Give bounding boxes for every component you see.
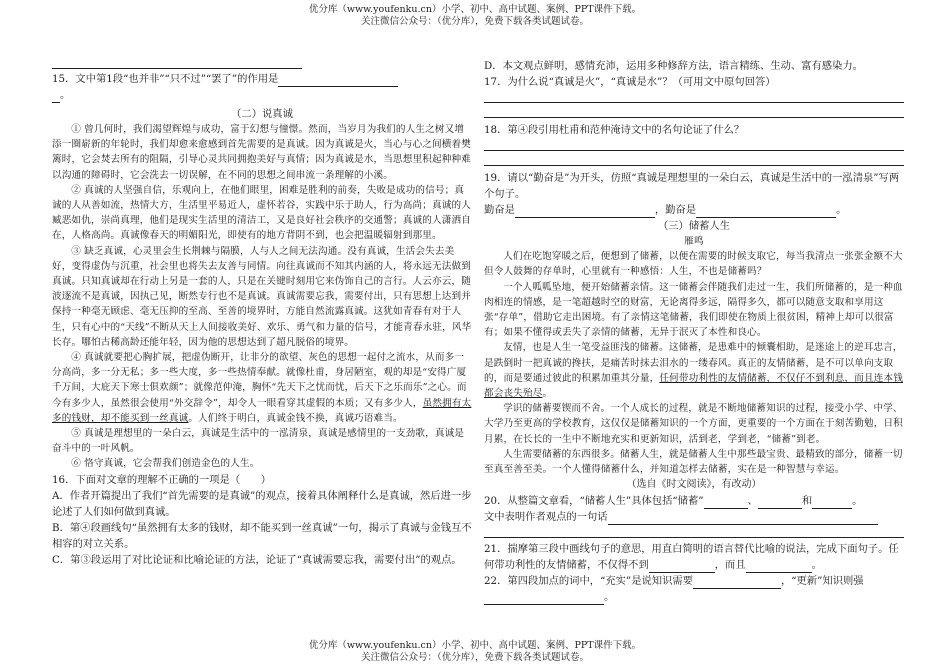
r-paragraph-1: 人们在吃饱穿暖之后，便想到了储蓄，以便在需要的时候支取它，每当我清点一张张金额不大但令人鼓舞的存单时，心里就有一种感悟：人生，不也是储蓄吗？ bbox=[484, 251, 903, 278]
answer-line bbox=[484, 153, 904, 166]
question-22: 22．第四段加点的词中，“充实”是说知识需要 ，“更新”知识则强。 bbox=[484, 575, 864, 604]
answer-blank bbox=[649, 561, 715, 573]
answer-blank bbox=[812, 497, 852, 509]
section-title-3: （三）储蓄人生 bbox=[657, 220, 731, 232]
left-column bbox=[52, 58, 472, 568]
answer-blank bbox=[746, 561, 812, 573]
r-paragraph-5: 人生需要储蓄的东西很多。储蓄人生，就是储蓄人生中那些最宝贵、最精致的部分，储蓄一切至真至善至美。一个人懂得储蓄什么，并知道怎样去储蓄，实在是一种智慧与幸运。 bbox=[484, 448, 903, 476]
answer-blank bbox=[693, 577, 781, 589]
answer-line bbox=[484, 525, 904, 538]
paragraph-3: ③ 缺乏真诚，心灵里会生长荆棘与隔膜，人与人之间无法沟通。没有真诚，生活会失去美好，变得虚伪与沉重，社会里也将失去友善与同情。向往真诚而不知其内涵的人，将永远无法做到真诚。只知真诚却在行动上另是一套的人，只是在关键时刻用它来伪饰自己的言行。人云亦云，随波逐流不是真诚，因执己见，断然专行也不是真诚。真诚需要忘我，需要付出，只有思想上达到并保持一种毫无顾虑、毫无压抑的至高、至善的境界时，方能自然流露真诚。这犹如青春有对于人生，只有心中的“天线”不断从天上人间接收美好、欢乐、勇气和力量的信号，才能青春永驻，风华长存。哪怕古稀高龄还能年轻，因为他的思想达到了超凡脱俗的境界。 bbox=[52, 245, 472, 348]
answer-line bbox=[484, 90, 904, 103]
answer-blank bbox=[758, 497, 802, 509]
answer-blank bbox=[515, 206, 655, 218]
answer-blank bbox=[484, 593, 604, 605]
question-15: 15．文中第1段“也并非”“只不过”“罢了”的作用是 bbox=[52, 71, 472, 87]
right-column bbox=[484, 58, 904, 605]
question-17: 17．为什么说“真诚是火”，“真诚是水”？（可用文中原句回答） bbox=[484, 76, 776, 88]
r-paragraph-3: 友情，也是人生一笔受益匪浅的储蓄。这储蓄，是患难中的倾囊相助，是迷途上的逆耳忠言，是跌倒时一把真诚的搀扶，是痛苦时抹去泪水的一缕春风。真正的友情储蓄，是不可以单向支取的，而是要通过彼此的积累加重其分量，任何带功利性的友情储蓄，不仅仔不到利息，而且连本钱都会丧失殆尽。 bbox=[484, 342, 903, 400]
header-line-1: 优分库（www.youfenku.cn）小学、初中、高中试题、案例、PPT课件下载。 bbox=[308, 4, 642, 15]
answer-blank bbox=[608, 513, 878, 525]
footer-line-1: 优分库（www.youfenku.cn）小学、初中、高中试题、案例、PPT课件下载。 bbox=[308, 640, 642, 651]
question-21: 21．揣摩第三段中画线句子的意思，用直白简明的语言替代比喻的说法，完成下面句子。任何带功利性的友情储蓄，不仅得不到 ，而且 。 bbox=[484, 543, 899, 572]
answer-blank bbox=[278, 75, 398, 87]
option-16b: B．第④段画线句“虽然拥有太多的钱财，却不能买到一丝真诚”一句，揭示了真诚与金钱互不相容的对立关系。 bbox=[52, 521, 472, 550]
answer-line bbox=[484, 105, 904, 118]
source-note: （选自《时文阅读》，有改动） bbox=[626, 479, 762, 491]
answer-blank bbox=[52, 91, 60, 103]
footer-line-2: 关注微信公众号：（优分库），免费下载各类试题试卷。 bbox=[360, 652, 589, 663]
underlined-sentence: 任何带功利性的友情储蓄，不仅仔不到利息，而且连本钱都会丧失殆尽 bbox=[484, 372, 903, 400]
header-line-2: 关注微信公众号：（优分库），免费下载各类试题试卷。 bbox=[360, 16, 589, 27]
paragraph-4: ④ 真诚就要把心胸扩展，把虚伪断开，让非分的欲望、灰色的思想一起付之流水，从而多一分高尚，多一分无私；多一些大度，多一些热情奉献。就像杜甫，身居陋室，观的却是“安得广厦千万间，大庇天下寒士俱欢颜”；就像范仲淹，胸怀“先天下之忧而忧，后天下之乐而乐”之心。而今有多少人，虽然很会使用“外交辞令”，却令人一眼看穿其虚假的本质；又有多少人，虽然拥有太多的钱财，却不能买到一丝真诚。人们终于明白，真诚金钱不换，真诚巧语难当。 bbox=[52, 352, 472, 424]
paragraph-6: ⑥ 恪守真诚，它会帮我们创造金色的人生。 bbox=[71, 458, 260, 470]
page-footer bbox=[0, 640, 950, 664]
paragraph-5: ⑤ 真诚是理想里的一朵白云，真诚是生活中的一泓清泉，真诚是感情里的一支劲歌，真诚是奋斗中的一叶风帆。 bbox=[52, 428, 465, 455]
paragraph-2: ② 真诚的人坚强自信，乐观向上，在他们眼里，困难是胜利的前奏，失败是成功的信号；真诚的人从善如流，热情大方，生活里平易近人，虚怀若谷，实践中乐于助人，行为高尚；真诚的人臧恶如仇，崇尚真理，他们是现实生活里的清洁工，又是良好社会秩序的交通警；真诚的人潇洒自在，人格高尚。真诚像春天的明媚阳光，即使有的地方背阴不到，也会把温暖辐射到那里。 bbox=[52, 184, 471, 242]
question-20: 20．从整篇文章看，“储蓄人生”具体包括“储蓄” 、 和 。 bbox=[484, 495, 863, 508]
r-paragraph-2: 一个人呱呱坠地，便开始储蓄亲情。这一储蓄会伴随我们走过一生，我们所储蓄的，是一种血肉相连的情感，是一笔超越时空的财富，无论离得多远，隔得多久，都可以随意支取和享用这张“存单”，借助它走出困境。有了亲情这笔储蓄，我们即使在物质上很贫困，精神上却可以很富有；如果不懂得或丢失了亲情的储蓄，无异于泯灭了本性和良心。 bbox=[484, 281, 903, 339]
author: 雁鸣 bbox=[684, 236, 704, 247]
page-header bbox=[0, 4, 950, 28]
r-paragraph-4: 学识的储蓄要锲而不舍。一个人成长的过程，就是不断地储蓄知识的过程，接受小学、中学、大学乃至更高的学校教育，这仅仅是储蓄知识的一个方面，更重要的一个方面在于刻苦勤勉，日积月累，在长长的一生中不断地充实和更新知识，活到老，学到老，“储蓄”到老。 bbox=[484, 403, 903, 445]
answer-line bbox=[484, 138, 904, 151]
option-16a: A．作者开篇提出了我们“首先需要的是真诚”的观点，接着具体阐释什么是真诚，然后进一步论述了人们如何做到真诚。 bbox=[52, 489, 472, 518]
question-16: 16．下面对文章的理解不正确的一项是（ ） bbox=[52, 473, 272, 486]
underlined-sentence: 虽然拥有太多的钱财，却不能买到一丝真诚 bbox=[52, 397, 472, 424]
answer-blank bbox=[696, 206, 836, 218]
option-16c: C．第③段运用了对比论证和比喻论证的方法，论证了“真诚需要忘我，需要付出”的观点。 bbox=[52, 553, 462, 566]
question-15-cont: 。 bbox=[52, 87, 472, 103]
question-20b: 文中表明作者观点的一句话 bbox=[484, 509, 904, 525]
section-title-2: （二）说真诚 bbox=[231, 108, 293, 120]
answer-line bbox=[52, 56, 302, 69]
question-19-answer: 勤奋是 ，勤奋是 。 bbox=[484, 204, 847, 216]
paragraph-1: ① 曾几何时，我们渴望辉煌与成功，富于幻想与憧憬。然而，当岁月为我们的人生之树又增添一圈崭新的年轮时，我们却愈来愈感到首先需要的是真诚。因为真诚是火，当心与心之间横着樊篱时，它会焚去所有的阻隔，引导心灵共同拥抱美好与真情；因为真诚是水，当思想里积起种种难以沟通的障碍时，它会洗去一切误解，在不同的思想之间串流一条理解的小溪。 bbox=[52, 124, 471, 181]
option-16d: D．本文观点鲜明，感情充沛，运用多种修辞方法，语言精练、生动、富有感染力。 bbox=[484, 60, 863, 72]
question-18: 18．第④段引用杜甫和范仲淹诗文中的名句论证了什么？ bbox=[484, 124, 745, 136]
question-19: 19．请以“勤奋是”为开头，仿照“真诚是理想里的一朵白云，真诚是生活中的一泓清泉”写两个句子。 bbox=[484, 172, 900, 200]
answer-blank bbox=[704, 497, 748, 509]
